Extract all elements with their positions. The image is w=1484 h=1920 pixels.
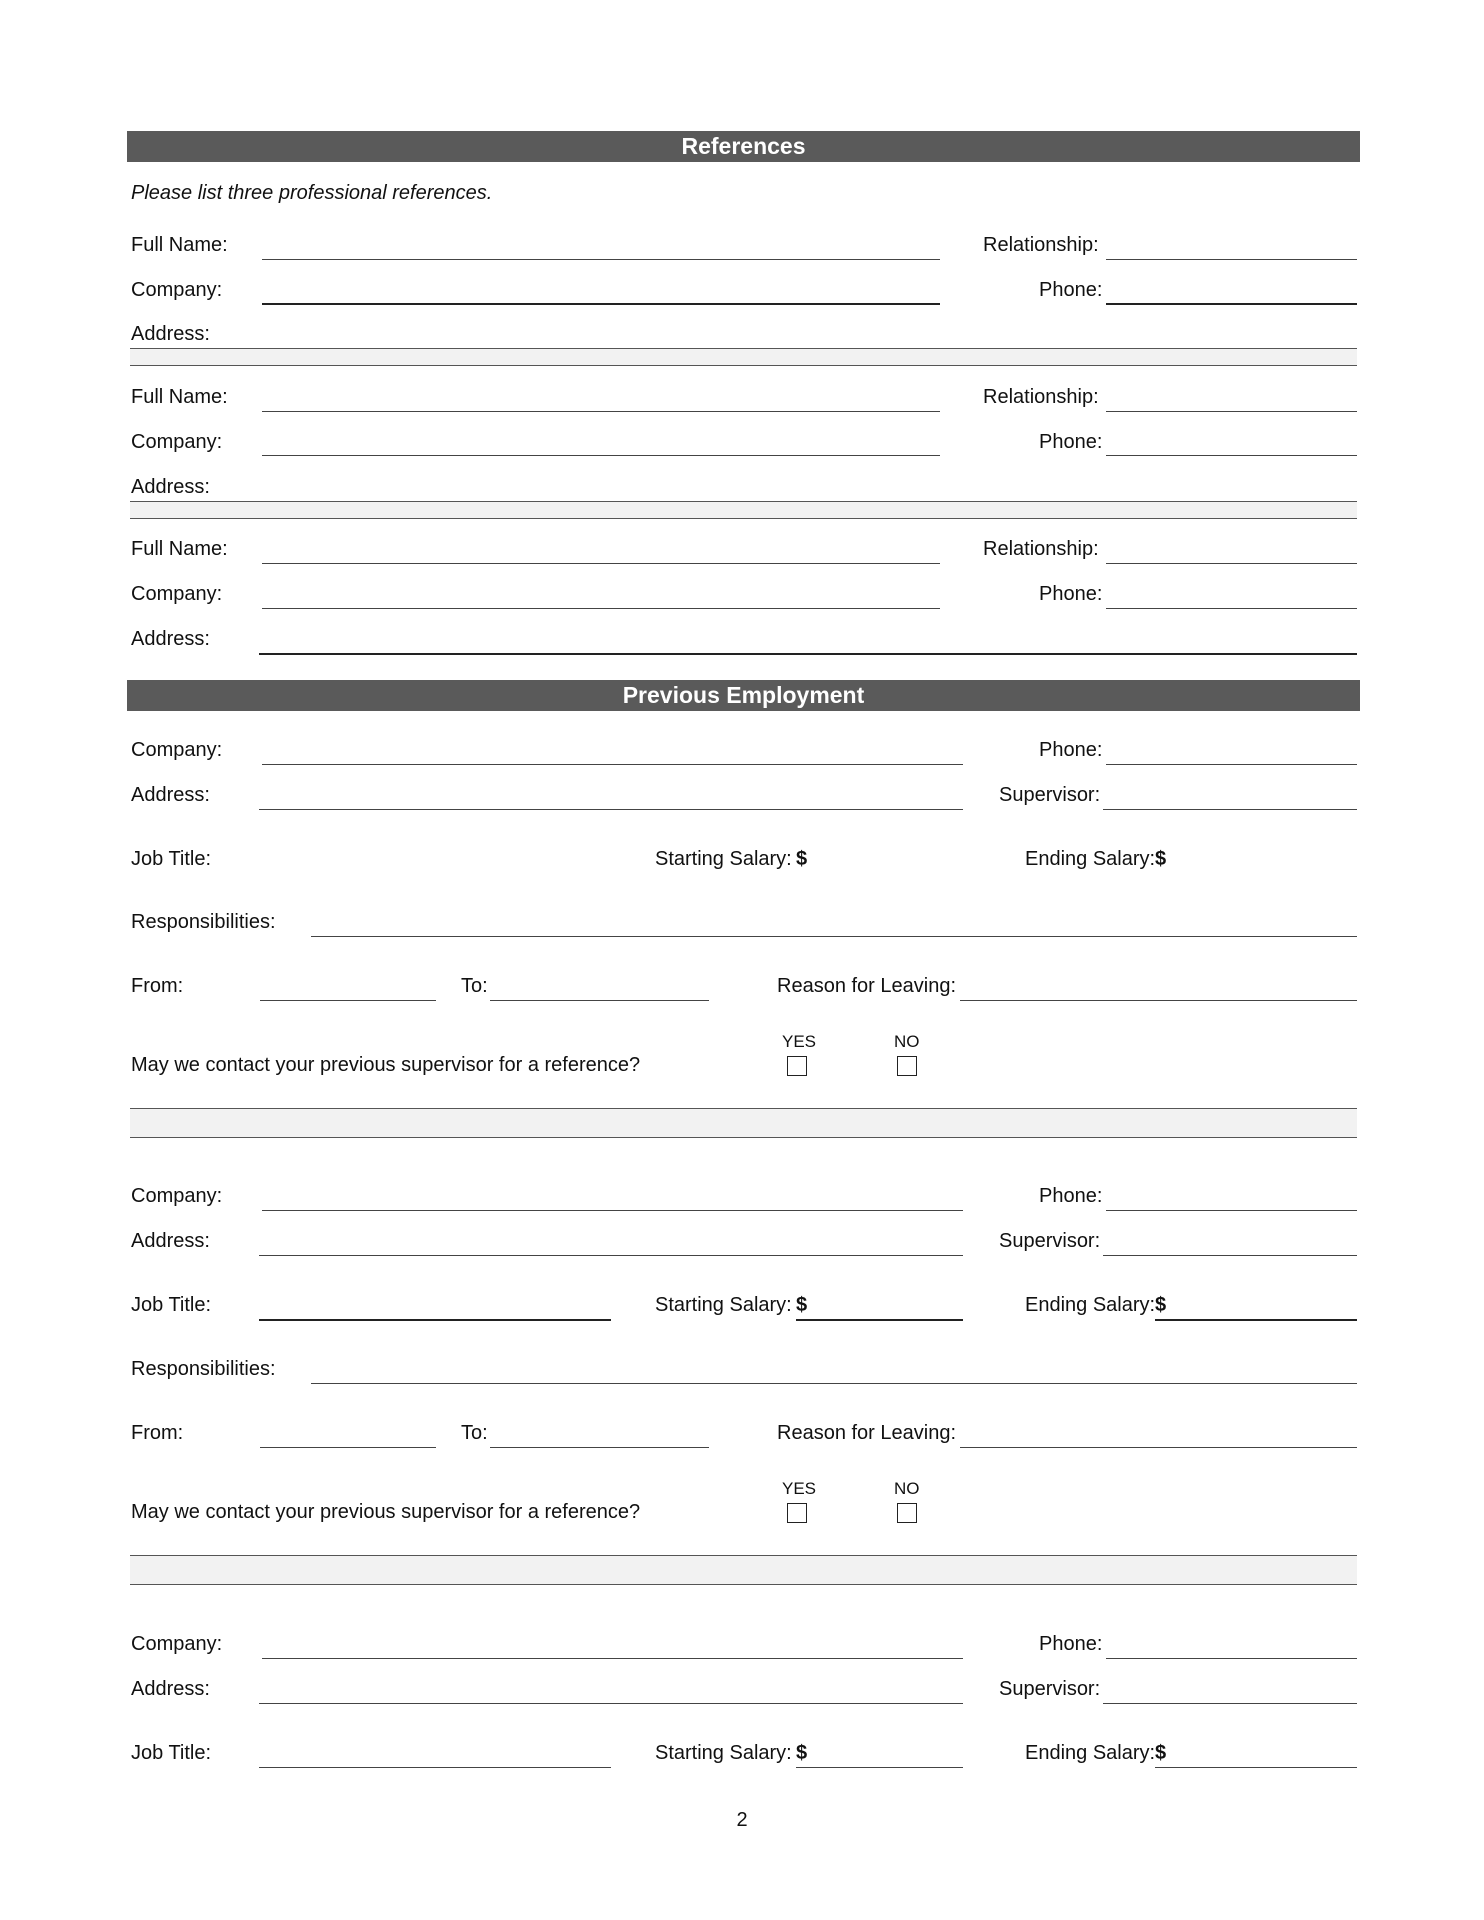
emp2-contact-question: May we contact your previous supervisor for a reference? [131,1501,641,1523]
emp1-phone-field[interactable] [1106,764,1357,765]
emp2-starting-salary-label: Starting Salary: [655,1294,792,1316]
emp1-yes-label: YES [782,1032,817,1051]
emp1-supervisor-field[interactable] [1103,809,1357,810]
emp1-company-field[interactable] [262,764,963,765]
emp3-job-title-field[interactable] [259,1767,611,1768]
emp1-responsibilities-field[interactable] [311,936,1357,937]
emp2-address-label: Address: [131,1230,210,1252]
ref1-relationship-label: Relationship: [983,234,1099,256]
emp2-supervisor-label: Supervisor: [999,1230,1101,1252]
ref2-phone-label: Phone: [1039,431,1103,453]
ref3-relationship-label: Relationship: [983,538,1099,560]
emp2-no-checkbox[interactable] [897,1503,917,1523]
emp1-ending-salary-currency: $ [1155,848,1167,870]
emp3-company-field[interactable] [262,1658,963,1659]
emp3-address-field[interactable] [259,1703,963,1704]
emp1-yes-checkbox[interactable] [787,1056,807,1076]
ref1-full-name-field[interactable] [262,259,940,260]
ref2-full-name-label: Full Name: [131,386,228,408]
emp3-job-title-label: Job Title: [131,1742,212,1764]
emp1-starting-salary-currency: $ [796,848,808,870]
emp2-separator-band [130,1555,1357,1585]
ref2-relationship-label: Relationship: [983,386,1099,408]
references-instructions: Please list three professional references. [131,182,493,204]
emp1-responsibilities-label: Responsibilities: [131,911,276,933]
ref3-phone-field[interactable] [1106,608,1357,609]
emp2-reason-label: Reason for Leaving: [777,1422,957,1444]
emp3-phone-label: Phone: [1039,1633,1103,1655]
emp1-company-label: Company: [131,739,223,761]
emp2-supervisor-field[interactable] [1103,1255,1357,1256]
references-header: References [127,131,1360,162]
emp2-starting-salary-currency: $ [796,1294,808,1316]
emp1-from-field[interactable] [260,1000,436,1001]
ref3-company-label: Company: [131,583,223,605]
emp1-to-label: To: [461,975,488,997]
ref2-address-field[interactable] [130,501,1357,519]
emp1-supervisor-label: Supervisor: [999,784,1101,806]
emp1-from-label: From: [131,975,184,997]
page-number: 2 [736,1809,748,1831]
emp1-to-field[interactable] [490,1000,709,1001]
ref1-company-field[interactable] [262,303,940,305]
emp3-ending-salary-field[interactable] [1155,1767,1357,1768]
ref1-company-label: Company: [131,279,223,301]
emp1-contact-question: May we contact your previous supervisor for a reference? [131,1054,641,1076]
emp1-address-field[interactable] [259,809,963,810]
emp1-no-label: NO [894,1032,920,1051]
emp3-starting-salary-label: Starting Salary: [655,1742,792,1764]
emp2-job-title-label: Job Title: [131,1294,212,1316]
emp3-company-label: Company: [131,1633,223,1655]
ref3-relationship-field[interactable] [1106,563,1357,564]
emp1-reason-label: Reason for Leaving: [777,975,957,997]
emp2-reason-field[interactable] [960,1447,1357,1448]
ref1-address-label: Address: [131,323,210,345]
emp2-address-field[interactable] [259,1255,963,1256]
emp2-ending-salary-currency: $ [1155,1294,1167,1316]
emp2-phone-label: Phone: [1039,1185,1103,1207]
emp1-ending-salary-label: Ending Salary: [1025,848,1156,870]
ref1-full-name-label: Full Name: [131,234,228,256]
emp1-starting-salary-label: Starting Salary: [655,848,792,870]
emp2-yes-checkbox[interactable] [787,1503,807,1523]
emp2-responsibilities-field[interactable] [311,1383,1357,1384]
emp1-separator-band [130,1108,1357,1138]
ref2-address-label: Address: [131,476,210,498]
emp1-address-label: Address: [131,784,210,806]
emp2-ending-salary-field[interactable] [1155,1319,1357,1321]
emp3-supervisor-field[interactable] [1103,1703,1357,1704]
emp1-job-title-label: Job Title: [131,848,212,870]
emp2-company-field[interactable] [262,1210,963,1211]
emp3-ending-salary-currency: $ [1155,1742,1167,1764]
ref3-company-field[interactable] [262,608,940,609]
ref2-company-label: Company: [131,431,223,453]
emp2-phone-field[interactable] [1106,1210,1357,1211]
emp3-starting-salary-currency: $ [796,1742,808,1764]
ref2-phone-field[interactable] [1106,455,1357,456]
ref1-address-field[interactable] [130,348,1357,366]
emp2-to-label: To: [461,1422,488,1444]
emp2-to-field[interactable] [490,1447,709,1448]
employment-header: Previous Employment [127,680,1360,711]
ref3-address-field[interactable] [259,653,1357,655]
emp3-supervisor-label: Supervisor: [999,1678,1101,1700]
ref1-phone-field[interactable] [1106,303,1357,305]
emp3-address-label: Address: [131,1678,210,1700]
ref2-relationship-field[interactable] [1106,411,1357,412]
emp2-job-title-field[interactable] [259,1319,611,1321]
emp2-yes-label: YES [782,1479,817,1498]
emp2-from-label: From: [131,1422,184,1444]
emp2-responsibilities-label: Responsibilities: [131,1358,276,1380]
emp3-phone-field[interactable] [1106,1658,1357,1659]
emp3-starting-salary-field[interactable] [796,1767,963,1768]
emp2-no-label: NO [894,1479,920,1498]
ref3-full-name-field[interactable] [262,563,940,564]
ref3-address-label: Address: [131,628,210,650]
ref1-phone-label: Phone: [1039,279,1103,301]
ref2-full-name-field[interactable] [262,411,940,412]
emp3-ending-salary-label: Ending Salary: [1025,1742,1156,1764]
emp2-ending-salary-label: Ending Salary: [1025,1294,1156,1316]
emp2-from-field[interactable] [260,1447,436,1448]
emp2-starting-salary-field[interactable] [796,1319,963,1321]
ref3-full-name-label: Full Name: [131,538,228,560]
emp1-reason-field[interactable] [960,1000,1357,1001]
ref1-relationship-field[interactable] [1106,259,1357,260]
emp2-company-label: Company: [131,1185,223,1207]
emp1-phone-label: Phone: [1039,739,1103,761]
ref3-phone-label: Phone: [1039,583,1103,605]
ref2-company-field[interactable] [262,455,940,456]
emp1-no-checkbox[interactable] [897,1056,917,1076]
